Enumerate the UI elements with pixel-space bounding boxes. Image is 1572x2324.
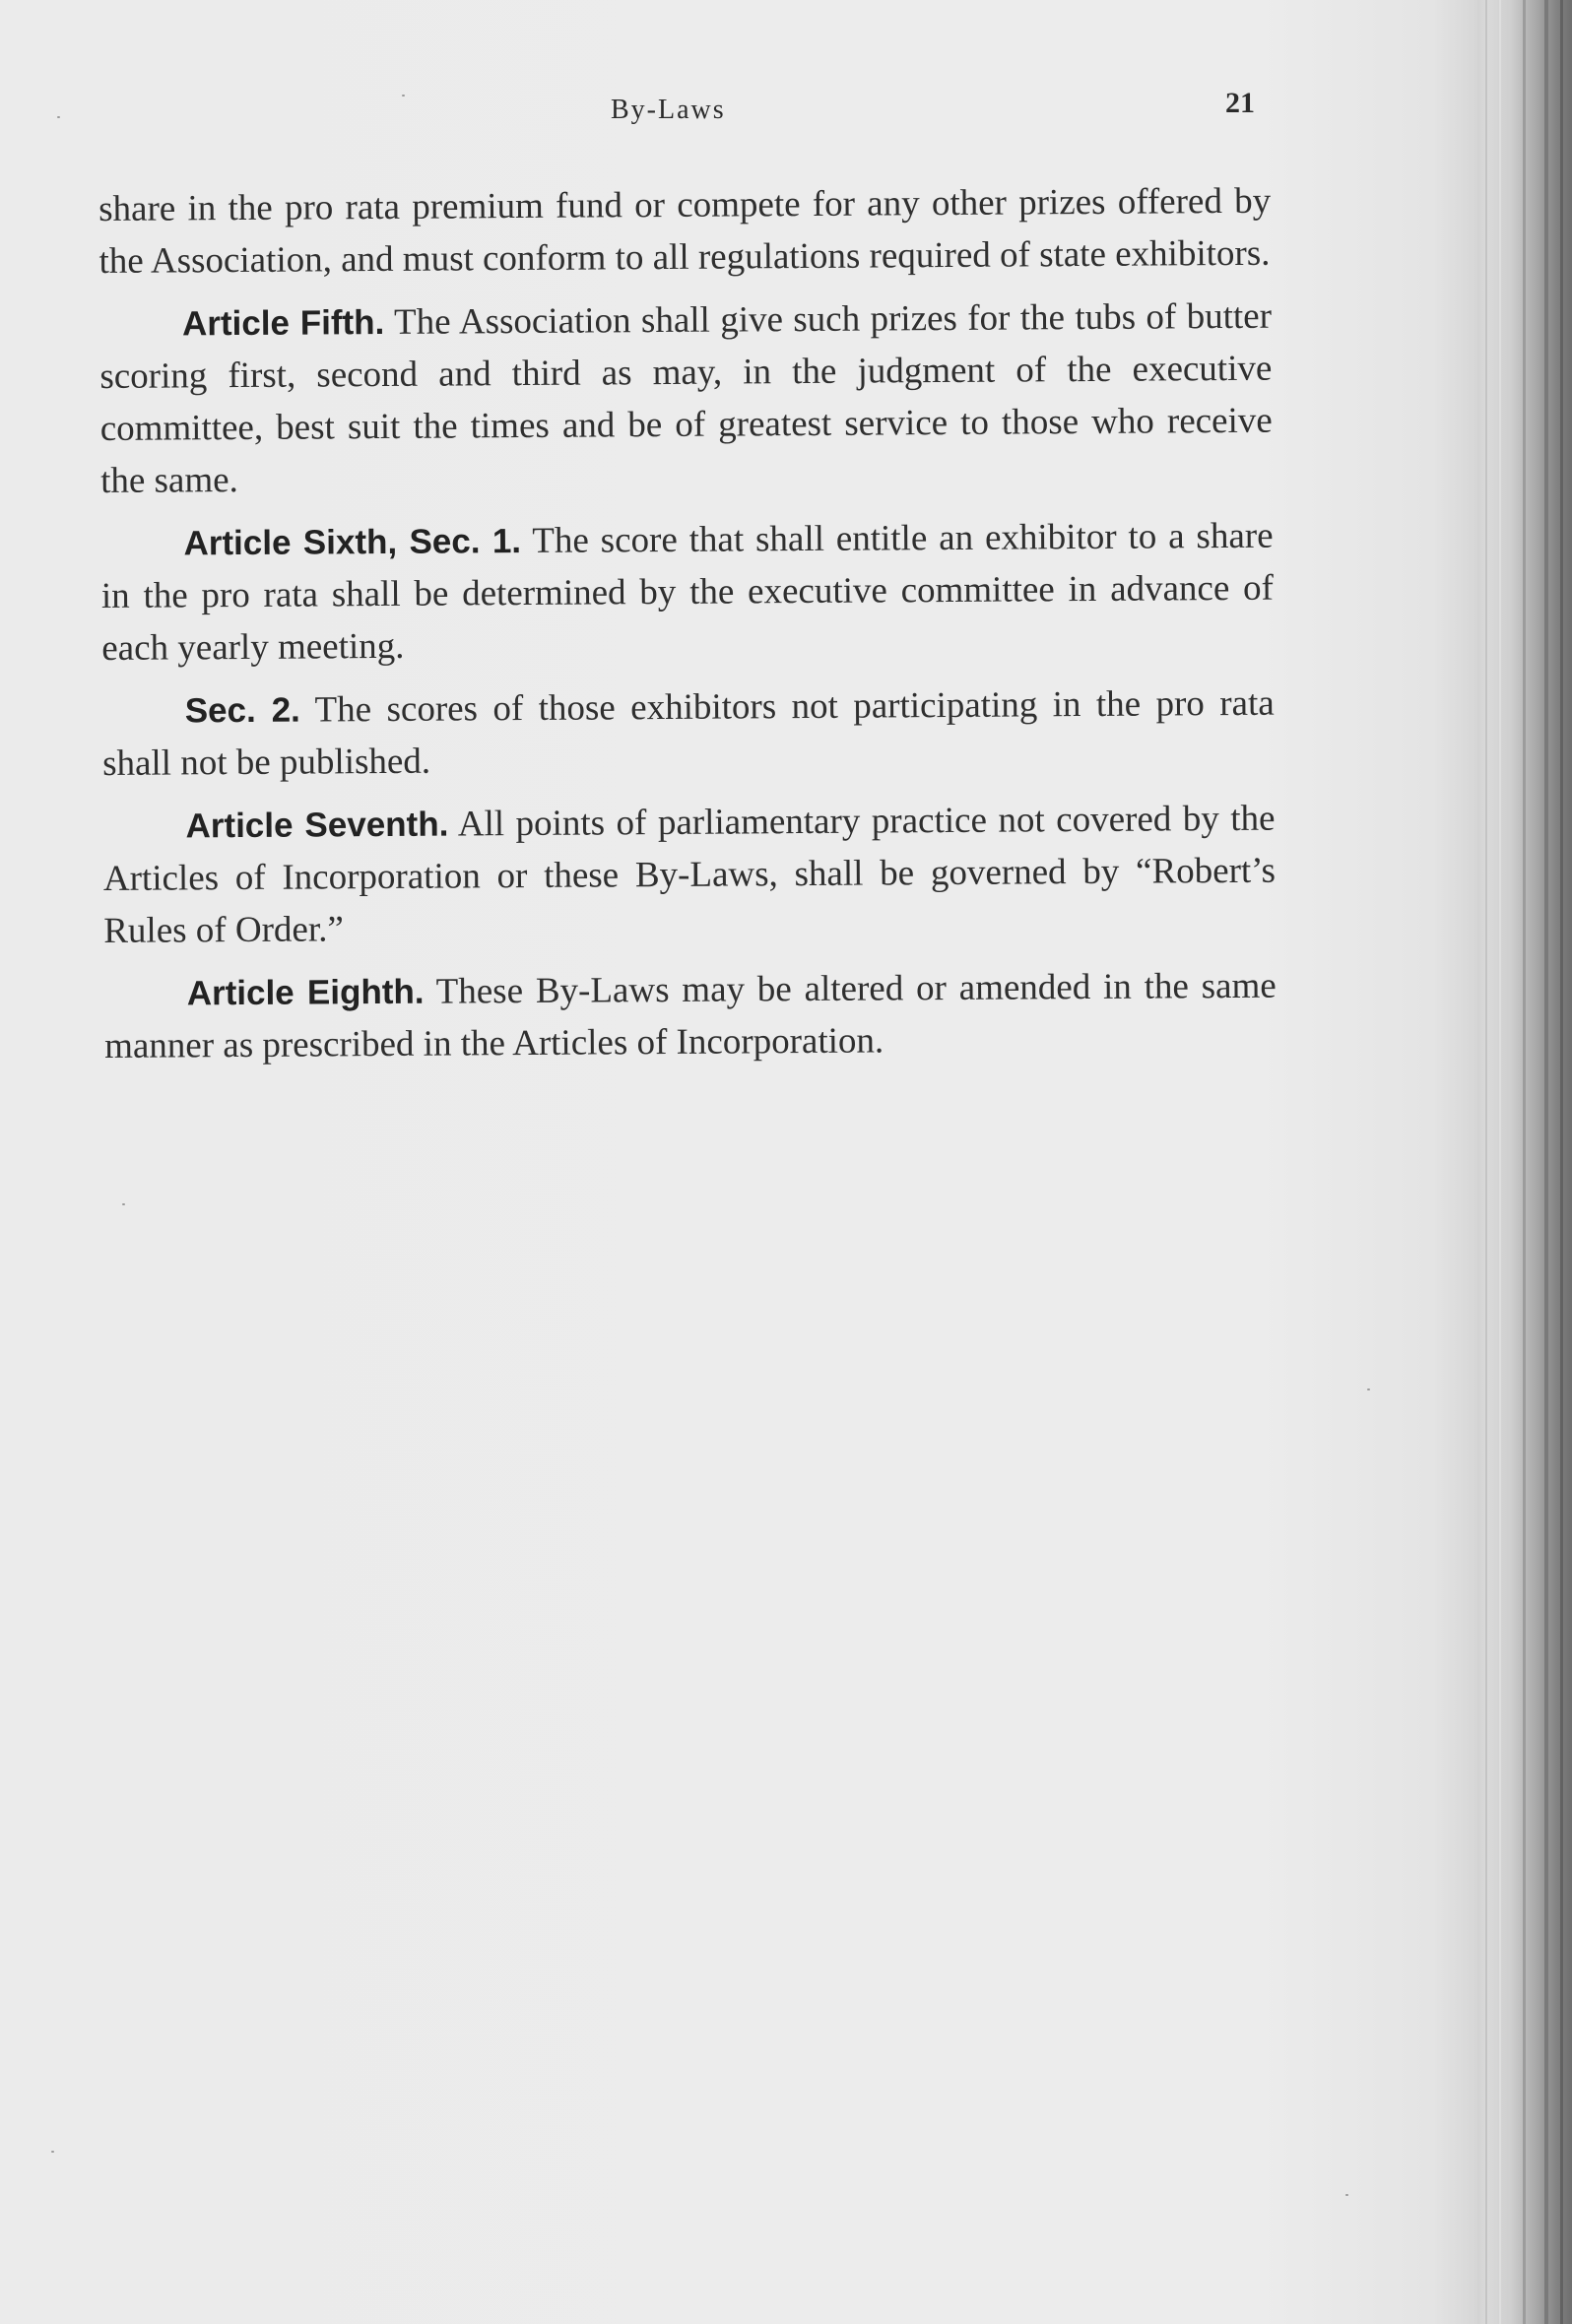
gutter-line bbox=[1523, 0, 1526, 2324]
paper-speck bbox=[51, 2151, 54, 2153]
gutter-line bbox=[1544, 0, 1548, 2324]
gutter-line bbox=[1499, 0, 1501, 2324]
paper-speck bbox=[1345, 2194, 1348, 2196]
article-fifth-paragraph bbox=[99, 290, 1273, 507]
sec2-paragraph bbox=[102, 678, 1276, 790]
paper-speck bbox=[402, 95, 405, 97]
paper-speck bbox=[57, 116, 60, 118]
paragraph-text: The scores of those exhibitors not participating in the pro rata shall not be published. bbox=[101, 682, 1275, 784]
article-heading: Article Eighth. bbox=[186, 972, 425, 1013]
article-heading: Article Fifth. bbox=[181, 302, 385, 344]
running-head: By-Laws bbox=[611, 95, 726, 125]
article-heading: Article Seventh. bbox=[185, 805, 449, 846]
article-seventh-paragraph bbox=[102, 793, 1276, 957]
paragraph-text: The Association shall give such prizes for the tubs of butter scoring first, second and third as may, in the judgment of the executive committee, best suit the times and be of greatest service to those who receive the same. bbox=[99, 295, 1273, 501]
paragraph-text: share in the pro rata premium fund or compete for any other prizes offered by the Association, and must conform to all regulations required of state exhibitors. bbox=[98, 180, 1272, 282]
paragraph-text: All points of parliamentary practice not covered by the Articles of Incorporation or these By-Laws, shall be governed by “Robert’s Rules of Order.” bbox=[102, 798, 1277, 951]
paper-speck bbox=[122, 1203, 125, 1205]
article-heading: Article Sixth, Sec. 1. bbox=[183, 522, 522, 563]
article-eighth-paragraph bbox=[104, 960, 1277, 1072]
paper-speck bbox=[1367, 1388, 1370, 1390]
page-number: 21 bbox=[1225, 87, 1255, 119]
section-heading: Sec. 2. bbox=[184, 690, 300, 731]
paragraph-continuation bbox=[98, 175, 1272, 288]
paragraph-text: The score that shall entitle an exhibitor to a share in the pro rata shall be determined by the executive committee in advance of each yearly meeting. bbox=[100, 515, 1275, 669]
gutter-line bbox=[1485, 0, 1487, 2324]
article-sixth-sec1-paragraph bbox=[100, 510, 1274, 675]
paragraph-text: These By-Laws may be altered or amended in the same manner as prescribed in the Articles of Incorporation. bbox=[103, 965, 1277, 1066]
page-body bbox=[98, 175, 1277, 1083]
gutter-line bbox=[1560, 0, 1563, 2324]
